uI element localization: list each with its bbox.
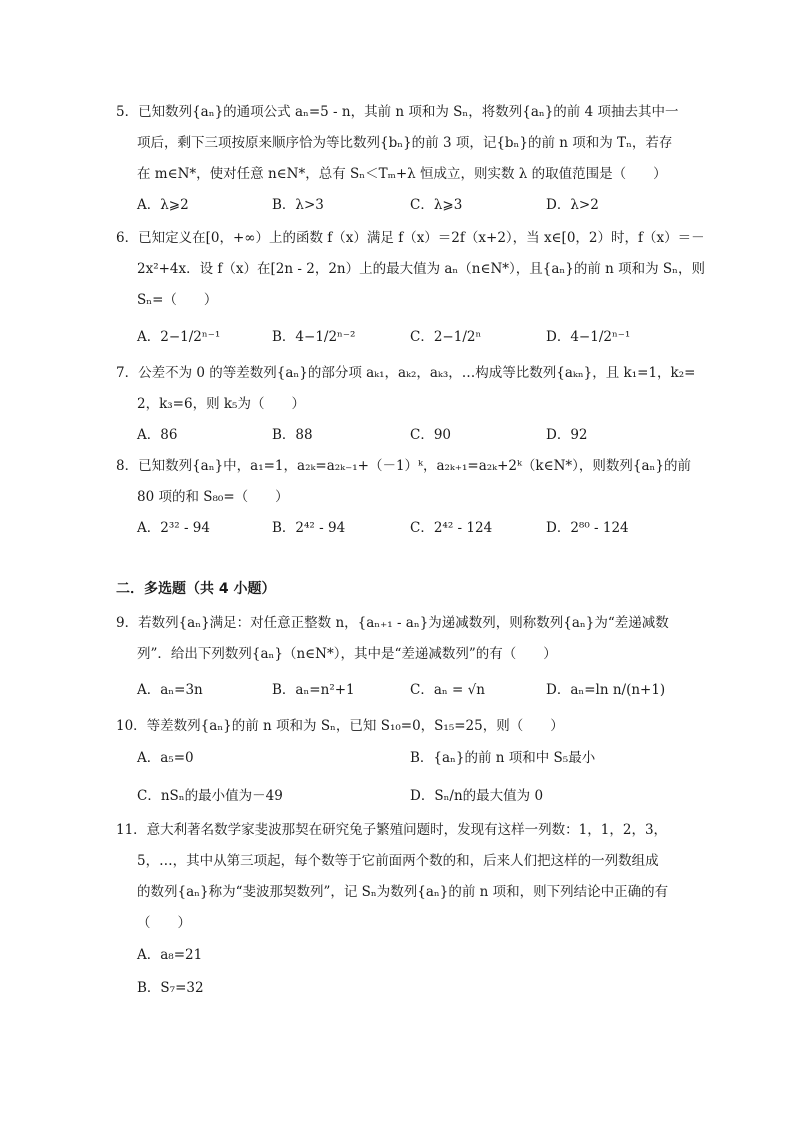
q6-line-2: 2x²+4x．设 f（x）在[2n - 2，2n）上的最大值为 aₙ（n∈N*），且{aₙ}的前 n 项和为 Sₙ，则 (137, 261, 706, 277)
q11-option-b: B．S₇=32 (137, 980, 204, 996)
q11-line-2: 5，…，其中从第三项起，每个数等于它前面两个数的和，后来人们把这样的一列数组成 (137, 853, 659, 869)
q5-line-3: 在 m∈N*，使对任意 n∈N*，总有 Sₙ＜Tₘ+λ 恒成立，则实数 λ 的取值范围是（ ） (137, 166, 667, 182)
q11-line-1: 11．意大利著名数学家斐波那契在研究兔子繁殖问题时，发现有这样一列数：1，1，2，3， (116, 822, 668, 838)
q8-option-c: C．2⁴² - 124 (410, 520, 493, 536)
q5-line-2: 项后，剩下三项按原来顺序恰为等比数列{bₙ}的前 3 项，记{bₙ}的前 n 项和为 Tₙ，若存 (137, 135, 673, 151)
q10-option-a: A．a₅=0 (137, 750, 194, 766)
q9-option-d: D．aₙ=ln n/(n+1) (546, 682, 666, 698)
q7-option-b: B．88 (272, 427, 313, 443)
q10-line-1: 10．等差数列{aₙ}的前 n 项和为 Sₙ，已知 S₁₀=0，S₁₅=25，则（ ） (116, 718, 564, 734)
q7-line-1: 7．公差不为 0 的等差数列{aₙ}的部分项 aₖ₁，aₖ₂，aₖ₃，…构成等比数列{aₖₙ}，且 k₁=1，k₂= (116, 365, 696, 381)
q8-option-b: B．2⁴² - 94 (272, 520, 346, 536)
q8-line-1: 8．已知数列{aₙ}中，a₁=1，a₂ₖ=a₂ₖ₋₁+（－1）ᵏ，a₂ₖ₊₁=a₂ₖ+2ᵏ（k∈N*），则数列{aₙ}的前 (116, 458, 691, 474)
q9-line-2: 列”．给出下列数列{aₙ}（n∈N*），其中是“差递减数列”的有（ ） (137, 646, 557, 662)
q5-option-d: D．λ>2 (546, 197, 599, 213)
q5-option-b: B．λ>3 (272, 197, 324, 213)
q7-option-c: C．90 (410, 427, 452, 443)
q6-line-1: 6．已知定义在[0，+∞）上的函数 f（x）满足 f（x）＝2f（x+2），当 x∈[0，2）时，f（x）＝－ (116, 230, 705, 246)
q5-line-1: 5．已知数列{aₙ}的通项公式 aₙ=5 - n，其前 n 项和为 Sₙ，将数列{aₙ}的前 4 项抽去其中一 (116, 104, 679, 120)
q11-option-a: A．a₈=21 (137, 947, 203, 963)
q10-option-b: B．{aₙ}的前 n 项和中 S₅最小 (410, 750, 596, 766)
q11-line-4: （ ） (137, 915, 191, 931)
q9-option-c: C．aₙ = √n (410, 682, 485, 698)
q10-option-d: D．Sₙ/n的最大值为 0 (410, 788, 544, 804)
q5-option-a: A．λ⩾2 (137, 197, 189, 213)
q6-option-b: B．4−1/2ⁿ⁻² (272, 329, 356, 345)
section-heading: 二．多选题（共 4 小题） (116, 581, 276, 597)
q8-option-d: D．2⁸⁰ - 124 (546, 520, 629, 536)
q9-option-b: B．aₙ=n²+1 (272, 682, 355, 698)
q6-option-a: A．2−1/2ⁿ⁻¹ (137, 329, 221, 345)
q6-option-d: D．4−1/2ⁿ⁻¹ (546, 329, 631, 345)
q11-line-3: 的数列{aₙ}称为“斐波那契数列”，记 Sₙ为数列{aₙ}的前 n 项和，则下列结论中正确的有 (137, 884, 669, 900)
q10-option-c: C．nSₙ的最小值为－49 (137, 788, 283, 804)
q8-line-2: 80 项的和 S₈₀=（ ） (137, 489, 289, 505)
q6-option-c: C．2−1/2ⁿ (410, 329, 482, 345)
q5-option-c: C．λ⩾3 (410, 197, 463, 213)
q6-line-3: Sₙ=（ ） (137, 292, 218, 308)
q7-line-2: 2，k₃=6，则 k₅为（ ） (137, 396, 305, 412)
q7-option-d: D．92 (546, 427, 588, 443)
q8-option-a: A．2³² - 94 (137, 520, 210, 536)
q9-option-a: A．aₙ=3n (137, 682, 203, 698)
q9-line-1: 9．若数列{aₙ}满足：对任意正整数 n，{aₙ₊₁ - aₙ}为递减数列，则称数列{aₙ}为“差递减数 (116, 615, 669, 631)
q7-option-a: A．86 (137, 427, 178, 443)
